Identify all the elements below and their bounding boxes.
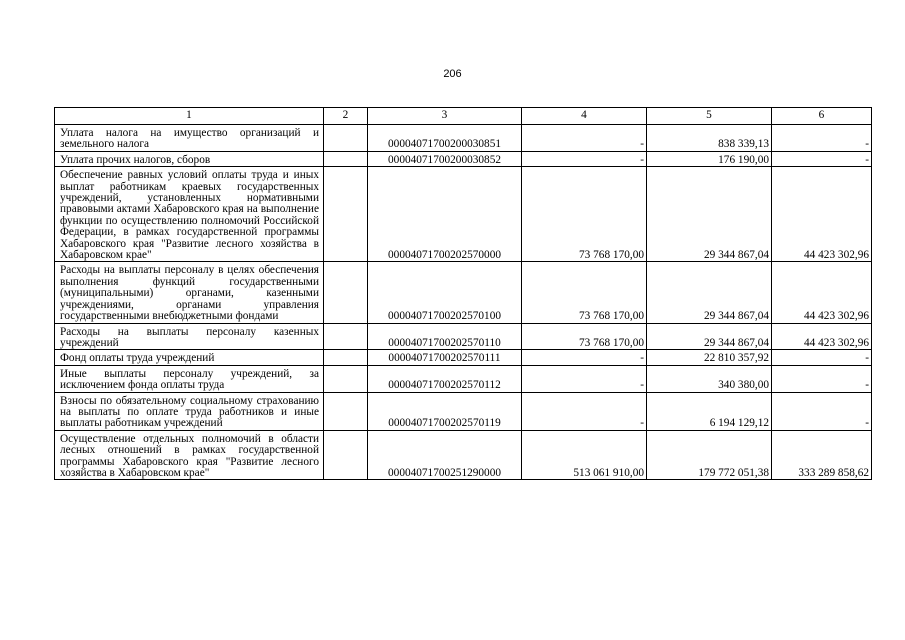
header-col-1: 1 — [55, 108, 324, 125]
page-number: 206 — [443, 68, 462, 80]
row-value-5: 29 344 867,04 — [647, 262, 772, 323]
row-col2 — [324, 151, 368, 166]
row-value-6: 44 423 302,96 — [772, 323, 872, 350]
table-row — [55, 430, 872, 480]
row-name: Иные выплаты персоналу учреждений, за исключением фонда оплаты труда — [55, 365, 324, 392]
row-value-4: - — [522, 392, 647, 430]
row-col2 — [324, 167, 368, 262]
row-value-4: - — [522, 365, 647, 392]
row-value-4: - — [522, 350, 647, 365]
row-value-4: 73 768 170,00 — [522, 167, 647, 262]
header-row — [55, 108, 872, 125]
budget-table — [54, 107, 872, 480]
row-code: 00004071700202570110 — [368, 323, 522, 350]
row-value-4: - — [522, 125, 647, 152]
row-code: 00004071700202570100 — [368, 262, 522, 323]
table-row — [55, 151, 872, 166]
row-name: Уплата налога на имущество организаций и земельного налога — [55, 125, 324, 152]
row-value-4: 513 061 910,00 — [522, 430, 647, 480]
row-value-4: 73 768 170,00 — [522, 323, 647, 350]
row-value-6: - — [772, 125, 872, 152]
header-col-6: 6 — [772, 108, 872, 125]
table-row — [55, 392, 872, 430]
table-row — [55, 323, 872, 350]
row-name: Расходы на выплаты персоналу в целях обеспечения выполнения функций государственными (муниципальными) органами, казенными учреждениями, органами управления государственными внебюджетными фондами — [55, 262, 324, 323]
row-value-5: 6 194 129,12 — [647, 392, 772, 430]
row-name: Уплата прочих налогов, сборов — [55, 151, 324, 166]
row-value-4: - — [522, 151, 647, 166]
row-value-5: 179 772 051,38 — [647, 430, 772, 480]
row-name: Расходы на выплаты персоналу казенных учреждений — [55, 323, 324, 350]
row-value-6: - — [772, 365, 872, 392]
row-name: Обеспечение равных условий оплаты труда и иных выплат работникам краевых государственных учреждений, установленных нормативными правовыми актами Хабаровского края на выполнение функции по осуществлению полномочий Российской Федерации, в рамках государственной программы Хабаровского края "Развитие лесного хозяйства в Хабаровском крае" — [55, 167, 324, 262]
row-col2 — [324, 392, 368, 430]
row-value-6: - — [772, 350, 872, 365]
row-name: Взносы по обязательному социальному страхованию на выплаты по оплате труда работников и иные выплаты работникам учреждений — [55, 392, 324, 430]
row-value-6: 44 423 302,96 — [772, 167, 872, 262]
row-col2 — [324, 365, 368, 392]
header-col-5: 5 — [647, 108, 772, 125]
row-code: 00004071700251290000 — [368, 430, 522, 480]
row-value-6: 333 289 858,62 — [772, 430, 872, 480]
row-value-5: 29 344 867,04 — [647, 323, 772, 350]
row-col2 — [324, 125, 368, 152]
row-code: 00004071700202570112 — [368, 365, 522, 392]
table-row — [55, 167, 872, 262]
table-row — [55, 262, 872, 323]
row-value-5: 29 344 867,04 — [647, 167, 772, 262]
row-name: Осуществление отдельных полномочий в области лесных отношений в рамках государственной программы Хабаровского края "Развитие лесного хозяйства в Хабаровском крае" — [55, 430, 324, 480]
row-code: 00004071700202570119 — [368, 392, 522, 430]
row-value-4: 73 768 170,00 — [522, 262, 647, 323]
row-code: 00004071700202570111 — [368, 350, 522, 365]
row-value-5: 176 190,00 — [647, 151, 772, 166]
table-row — [55, 350, 872, 365]
row-col2 — [324, 430, 368, 480]
row-col2 — [324, 323, 368, 350]
table-row — [55, 125, 872, 152]
row-code: 00004071700200030851 — [368, 125, 522, 152]
row-name: Фонд оплаты труда учреждений — [55, 350, 324, 365]
table-row — [55, 365, 872, 392]
row-col2 — [324, 262, 368, 323]
row-value-5: 22 810 357,92 — [647, 350, 772, 365]
row-col2 — [324, 350, 368, 365]
header-col-3: 3 — [368, 108, 522, 125]
row-value-5: 340 380,00 — [647, 365, 772, 392]
row-code: 00004071700200030852 — [368, 151, 522, 166]
row-code: 00004071700202570000 — [368, 167, 522, 262]
row-value-5: 838 339,13 — [647, 125, 772, 152]
row-value-6: - — [772, 151, 872, 166]
header-col-4: 4 — [522, 108, 647, 125]
header-col-2: 2 — [324, 108, 368, 125]
row-value-6: 44 423 302,96 — [772, 262, 872, 323]
row-value-6: - — [772, 392, 872, 430]
